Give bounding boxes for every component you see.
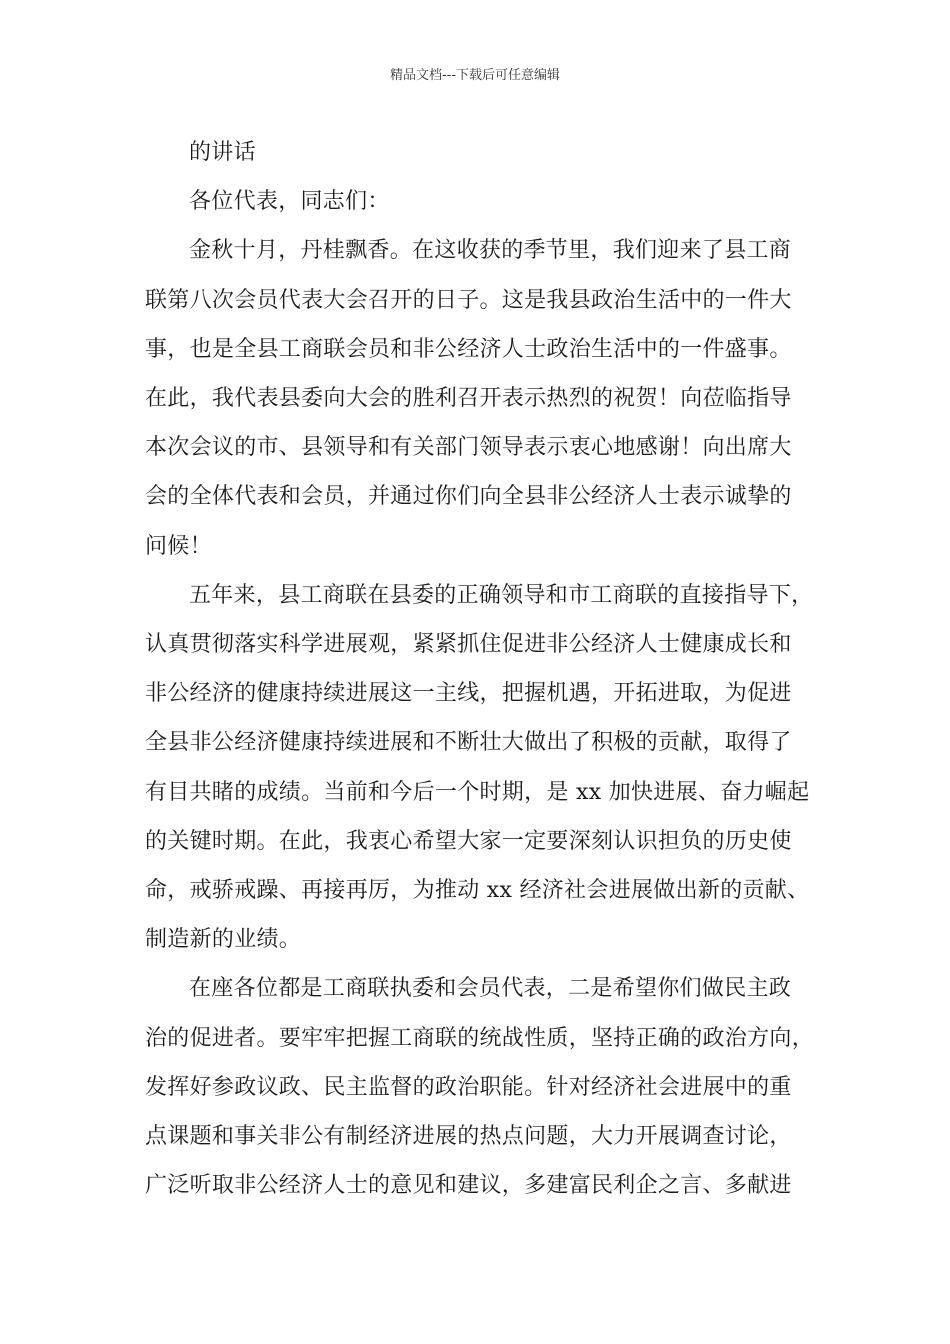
paragraph-line: 非公经济的健康持续进展这一主线，把握机遇，开拓进取，为促进 <box>145 681 792 707</box>
paragraph-line: 会的全体代表和会员，并通过你们向全县非公经济人士表示诚挚的 <box>145 484 792 510</box>
document-body <box>145 128 815 1210</box>
paragraph-line: 本次会议的市、县领导和有关部门领导表示衷心地感谢！向出席大 <box>145 435 792 461</box>
paragraph-line: 制造新的业绩。 <box>145 927 302 953</box>
salutation: 各位代表，同志们： <box>189 189 390 215</box>
paragraph-line: 在座各位都是工商联执委和会员代表，二是希望你们做民主政 <box>189 976 792 1002</box>
paragraph-line: 认真贯彻落实科学进展观，紧紧抓住促进非公经济人士健康成长和 <box>145 632 792 658</box>
paragraph-line: 金秋十月，丹桂飘香。在这收获的季节里，我们迎来了县工商 <box>189 238 792 264</box>
paragraph-line: 发挥好参政议政、民主监督的政治职能。针对经济社会进展中的重 <box>145 1074 792 1100</box>
paragraph-line: 广泛听取非公经济人士的意见和建议，多建富民利企之言、多献进 <box>145 1173 792 1199</box>
paragraph-line: 联第八次会员代表大会召开的日子。这是我县政治生活中的一件大 <box>145 287 792 313</box>
page-header-watermark: 精品文档---下载后可任意编辑 <box>389 68 561 83</box>
paragraph-line: 命，戒骄戒躁、再接再厉，为推动 xx 经济社会进展做出新的贡献、 <box>145 878 810 904</box>
paragraph-2 <box>145 571 814 965</box>
title-fragment: 的讲话 <box>189 140 256 165</box>
paragraph-line: 全县非公经济健康持续进展和不断壮大做出了积极的贡献，取得了 <box>145 730 792 756</box>
paragraph-line: 在此，我代表县委向大会的胜利召开表示热烈的祝贺！向莅临指导 <box>145 386 792 412</box>
paragraph-line: 治的促进者。要牢牢把握工商联的统战性质，坚持正确的政治方向， <box>145 1025 815 1051</box>
paragraph-3 <box>145 964 815 1210</box>
paragraph-line: 有目共睹的成绩。当前和今后一个时期，是 xx 加快进展、奋力崛起 <box>145 779 810 805</box>
paragraph-line: 的关键时期。在此，我衷心希望大家一定要深刻认识担负的历史使 <box>145 828 792 854</box>
paragraph-line: 事，也是全县工商联会员和非公经济人士政治生活中的一件盛事。 <box>145 336 792 362</box>
paragraph-line: 点课题和事关非公有制经济进展的热点问题，大力开展调查讨论， <box>145 1124 792 1150</box>
paragraph-1 <box>145 226 805 570</box>
paragraph-line: 问候！ <box>145 533 212 559</box>
paragraph-line: 五年来，县工商联在县委的正确领导和市工商联的直接指导下， <box>189 582 814 608</box>
